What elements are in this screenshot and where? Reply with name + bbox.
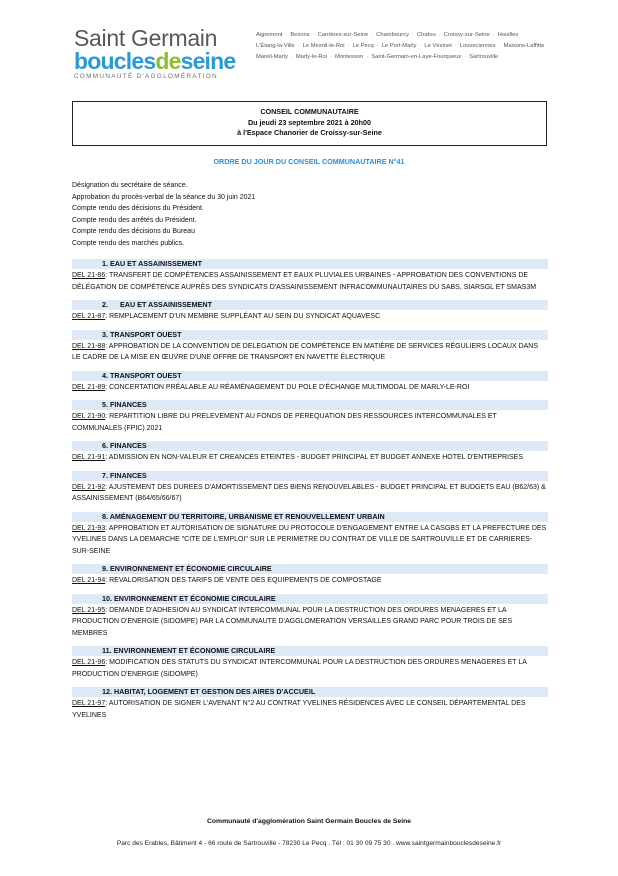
agenda-item-text xyxy=(72,382,548,394)
deliberation-ref-link[interactable]: DEL 21-97 xyxy=(72,700,106,707)
agglomeration-logo xyxy=(74,25,236,81)
deliberation-description: : MODIFICATION DES STATUTS DU SYNDICAT INTERCOMMUNAL POUR LA DESTRUCTION DES ORDURES MENAGERES ET LA PRODUCTION D'ENERGIE (SIDOMPE) xyxy=(72,659,527,678)
preliminary-items xyxy=(72,180,255,249)
meeting-date: Du jeudi 23 septembre 2021 à 20h00 xyxy=(247,117,372,127)
commune-name: Carrières-sur-Seine xyxy=(317,32,369,38)
member-communes-list xyxy=(256,30,546,63)
commune-name: Maisons-Laffitte xyxy=(503,43,545,49)
logo-tagline: COMMUNAUTÉ D'AGGLOMÉRATION xyxy=(74,73,218,80)
commune-name: Le Mesnil-le-Roi xyxy=(302,43,345,49)
agenda-item-heading: 8. AMÉNAGEMENT DU TERRITOIRE, URBANISME ET RENOUVELLEMENT URBAIN xyxy=(72,512,548,522)
logo-line-2: bouclesdeseine xyxy=(74,48,236,74)
agenda-item-text xyxy=(72,482,548,505)
deliberation-description: : APPROBATION DE LA CONVENTION DE DELEGATION DE COMPÉTENCE EN MATIÈRE DE SERVICES RÉGULIERS LOCAUX DANS LE CADRE DE LA MISE EN ŒUVRE D'UNE OFFRE DE TRANSPORT EN NAVETTE ÉLECTRIQUE xyxy=(72,342,539,361)
agenda-item-heading: 7. FINANCES xyxy=(72,471,548,481)
commune-name: Le Pecq xyxy=(352,43,374,49)
deliberation-description: : REVALORISATION DES TARIFS DE VENTE DES EQUIPEMENTS DE COMPOSTAGE xyxy=(105,577,382,584)
agenda-item-heading: 9. ENVIRONNEMENT ET ÉCONOMIE CIRCULAIRE xyxy=(72,564,548,574)
meeting-header-box xyxy=(72,101,547,146)
deliberation-ref-link[interactable]: DEL 21-89 xyxy=(72,383,106,391)
logo-line-1: Saint Germain xyxy=(74,25,218,51)
deliberation-description: : REMPLACEMENT D'UN MEMBRE SUPPLÉANT AU SEIN DU SYNDICAT AQUAVESC xyxy=(105,313,381,320)
commune-name: Chambourcy xyxy=(376,32,410,38)
deliberation-description: : TRANSFERT DE COMPÉTENCES ASSAINISSEMENT ET EAUX PLUVIALES URBAINES - APPROBATION DES CONVENTIONS DE DÉLÉGATION DE COMPÉTENCE AUPRÈS DES SYNDICATS D'ASSAINISSEMENT INFRACOMMUNAUTAIRES DU SABS, SIARSGL ET SMAS3M xyxy=(72,272,537,291)
commune-name: Le Port-Marly xyxy=(381,43,417,49)
agenda-item-heading: 6. FINANCES xyxy=(72,441,548,451)
agenda-item-text xyxy=(72,311,548,323)
preliminary-item: Approbation du procès-verbal de la séance du 30 juin 2021 xyxy=(72,193,256,201)
agenda-item-text xyxy=(72,270,548,293)
footer-title: Communauté d'agglomération Saint Germain Boucles de Seine xyxy=(206,818,412,825)
communes-row: Mareil-Marly · Marly-le-Roi · Montesson · Saint-Germain-en-Laye-Fourqueux · Sartrouville xyxy=(256,54,499,60)
deliberation-ref-link[interactable]: DEL 21-95 xyxy=(72,606,106,614)
deliberation-ref-link[interactable]: DEL 21-94 xyxy=(72,577,106,584)
meeting-place: à l'Espace Chanorier de Croissy-sur-Seine xyxy=(237,128,382,137)
agenda-item-heading: 1. EAU ET ASSAINISSEMENT xyxy=(72,259,548,269)
commune-name: Louveciennes xyxy=(459,43,496,49)
agenda-item-text xyxy=(72,411,548,434)
commune-name: Aigremont xyxy=(256,32,283,38)
communes-row: L'Étang-la-Ville · Le Mesnil-le-Roi · Le Pecq · Le Port-Marly · Le Vésinet · Louveciennes · Maisons-Laffitte xyxy=(256,43,545,49)
agenda-item xyxy=(72,300,548,323)
commune-name: Houilles xyxy=(497,32,519,38)
agenda-item xyxy=(72,371,548,394)
agenda-item-heading: 11. ENVIRONNEMENT ET ÉCONOMIE CIRCULAIRE xyxy=(72,646,548,656)
agenda-item-text xyxy=(72,575,548,587)
deliberation-description: : DEMANDE D'ADHESION AU SYNDICAT INTERCOMMUNAL POUR LA DESTRUCTION DES ORDURES MENAGERES ET LA PRODUCTION D'ENERGIE (SIDOMPE) PAR LA COMMUNAUTE D'AGGLOMERATION VERSAILLES GRAND PARC POUR TROIS DE SES MEMBRES xyxy=(72,606,513,637)
deliberation-ref-link[interactable]: DEL 21-87 xyxy=(72,313,106,320)
agenda-list xyxy=(72,259,548,728)
commune-name: Le Vésinet xyxy=(424,43,452,49)
communes-row: Aigremont · Bezons · Carrières-sur-Seine · Chambourcy · Chatou · Croissy-sur-Seine · Houilles xyxy=(256,32,519,38)
commune-name: Mareil-Marly xyxy=(256,54,288,60)
agenda-item-text xyxy=(72,657,548,680)
preliminary-item: Compte rendu des décisions du Bureau xyxy=(72,228,195,235)
deliberation-description: : REPARTITION LIBRE DU PRELEVEMENT AU FONDS DE PEREQUATION DES RESSOURCES INTERCOMMUNALES ET COMMUNALES (FPIC) 2021 xyxy=(72,413,497,432)
deliberation-description: : CONCERTATION PRÉALABLE AU RÉAMÉNAGEMENT DU POLE D'ÉCHANGE MULTIMODAL DE MARLY-LE-ROI xyxy=(105,383,470,391)
deliberation-description: : ADMISSION EN NON-VALEUR ET CREANCES ETEINTES - BUDGET PRINCIPAL ET BUDGET ANNEXE HOTEL D'ENTREPRISES xyxy=(105,454,524,461)
agenda-item xyxy=(72,330,548,364)
agenda-item xyxy=(72,564,548,587)
agenda-item xyxy=(72,441,548,464)
commune-name: Montesson xyxy=(335,54,364,60)
commune-name: L'Étang-la-Ville xyxy=(256,43,295,49)
deliberation-ref-link[interactable]: DEL 21-92 xyxy=(72,483,106,491)
meeting-title: CONSEIL COMMUNAUTAIRE xyxy=(260,107,359,116)
deliberation-ref-link[interactable]: DEL 21-86 xyxy=(72,272,106,279)
commune-name: Marly-le-Roi xyxy=(295,54,328,60)
footer-address: Parc des Erables, Bâtiment 4 - 66 route de Sartrouville - 78230 Le Pecq . Tél : 01 30 09 75 30 . www.saintgermainbouclesdeseine.fr xyxy=(116,840,502,847)
preliminary-item: Compte rendu des décisions du Président. xyxy=(72,205,204,212)
deliberation-description: : AUTORISATION DE SIGNER L'AVENANT N°2 AU CONTRAT YVELINES RÉSIDENCES AVEC LE CONSEIL DÉPARTEMENTAL DES YVELINES xyxy=(72,700,526,719)
agenda-item-text xyxy=(72,523,548,558)
deliberation-ref-link[interactable]: DEL 21-91 xyxy=(72,454,106,461)
agenda-item xyxy=(72,594,548,640)
agenda-item-heading: 12. HABITAT, LOGEMENT ET GESTION DES AIRES D'ACCUEIL xyxy=(72,687,548,697)
deliberation-ref-link[interactable]: DEL 21-90 xyxy=(72,413,106,420)
agenda-item xyxy=(72,646,548,680)
agenda-item-heading: 4. TRANSPORT OUEST xyxy=(72,371,548,381)
agenda-item-heading: 2. EAU ET ASSAINISSEMENT xyxy=(72,300,548,310)
agenda-item-heading: 5. FINANCES xyxy=(72,400,548,410)
agenda-item-heading: 10. ENVIRONNEMENT ET ÉCONOMIE CIRCULAIRE xyxy=(72,594,548,604)
commune-name: Chatou xyxy=(416,32,436,38)
deliberation-ref-link[interactable]: DEL 21-93 xyxy=(72,524,106,532)
commune-name: Bezons xyxy=(290,32,310,38)
agenda-item-text xyxy=(72,698,548,721)
commune-name: Croissy-sur-Seine xyxy=(443,32,490,38)
deliberation-description: : APPROBATION ET AUTORISATION DE SIGNATURE DU PROTOCOLE D'ENGAGEMENT ENTRE LA CASGBS ET LA PREFECTURE DES YVELINES DANS LA DEMARCHE "CITE DE L'EMPLOI" SUR LE PERIMETRE DU CONTRAT DE VILLE DE SARTROUVILLE ET DE CARRIERES-SUR-SEINE xyxy=(72,524,547,555)
agenda-item xyxy=(72,400,548,434)
agenda-item xyxy=(72,471,548,505)
agenda-item-text xyxy=(72,452,548,464)
preliminary-item: Compte rendu des marchés publics. xyxy=(72,239,185,247)
deliberation-ref-link[interactable]: DEL 21-88 xyxy=(72,342,106,350)
agenda-item-heading: 3. TRANSPORT OUEST xyxy=(72,330,548,340)
preliminary-item: Compte rendu des arrêtés du Président. xyxy=(72,216,197,224)
agenda-item xyxy=(72,512,548,558)
agenda-item-text xyxy=(72,341,548,364)
commune-name: Sartrouville xyxy=(469,54,499,60)
commune-name: Saint-Germain-en-Laye-Fourqueux xyxy=(371,54,462,60)
deliberation-description: : AJUSTEMENT DES DUREES D'AMORTISSEMENT DES BIENS RENOUVELABLES - BUDGET PRINCIPAL ET BUDGETS EAU (B62/63) & ASSAINISSEMENT (B64/65/66/67) xyxy=(72,483,546,502)
deliberation-ref-link[interactable]: DEL 21-96 xyxy=(72,659,106,666)
agenda-item xyxy=(72,687,548,721)
agenda-title: ORDRE DU JOUR DU CONSEIL COMMUNAUTAIRE N°41 xyxy=(213,157,405,166)
agenda-item xyxy=(72,259,548,293)
preliminary-item: Désignation du secrétaire de séance. xyxy=(72,182,188,189)
agenda-item-text xyxy=(72,605,548,640)
